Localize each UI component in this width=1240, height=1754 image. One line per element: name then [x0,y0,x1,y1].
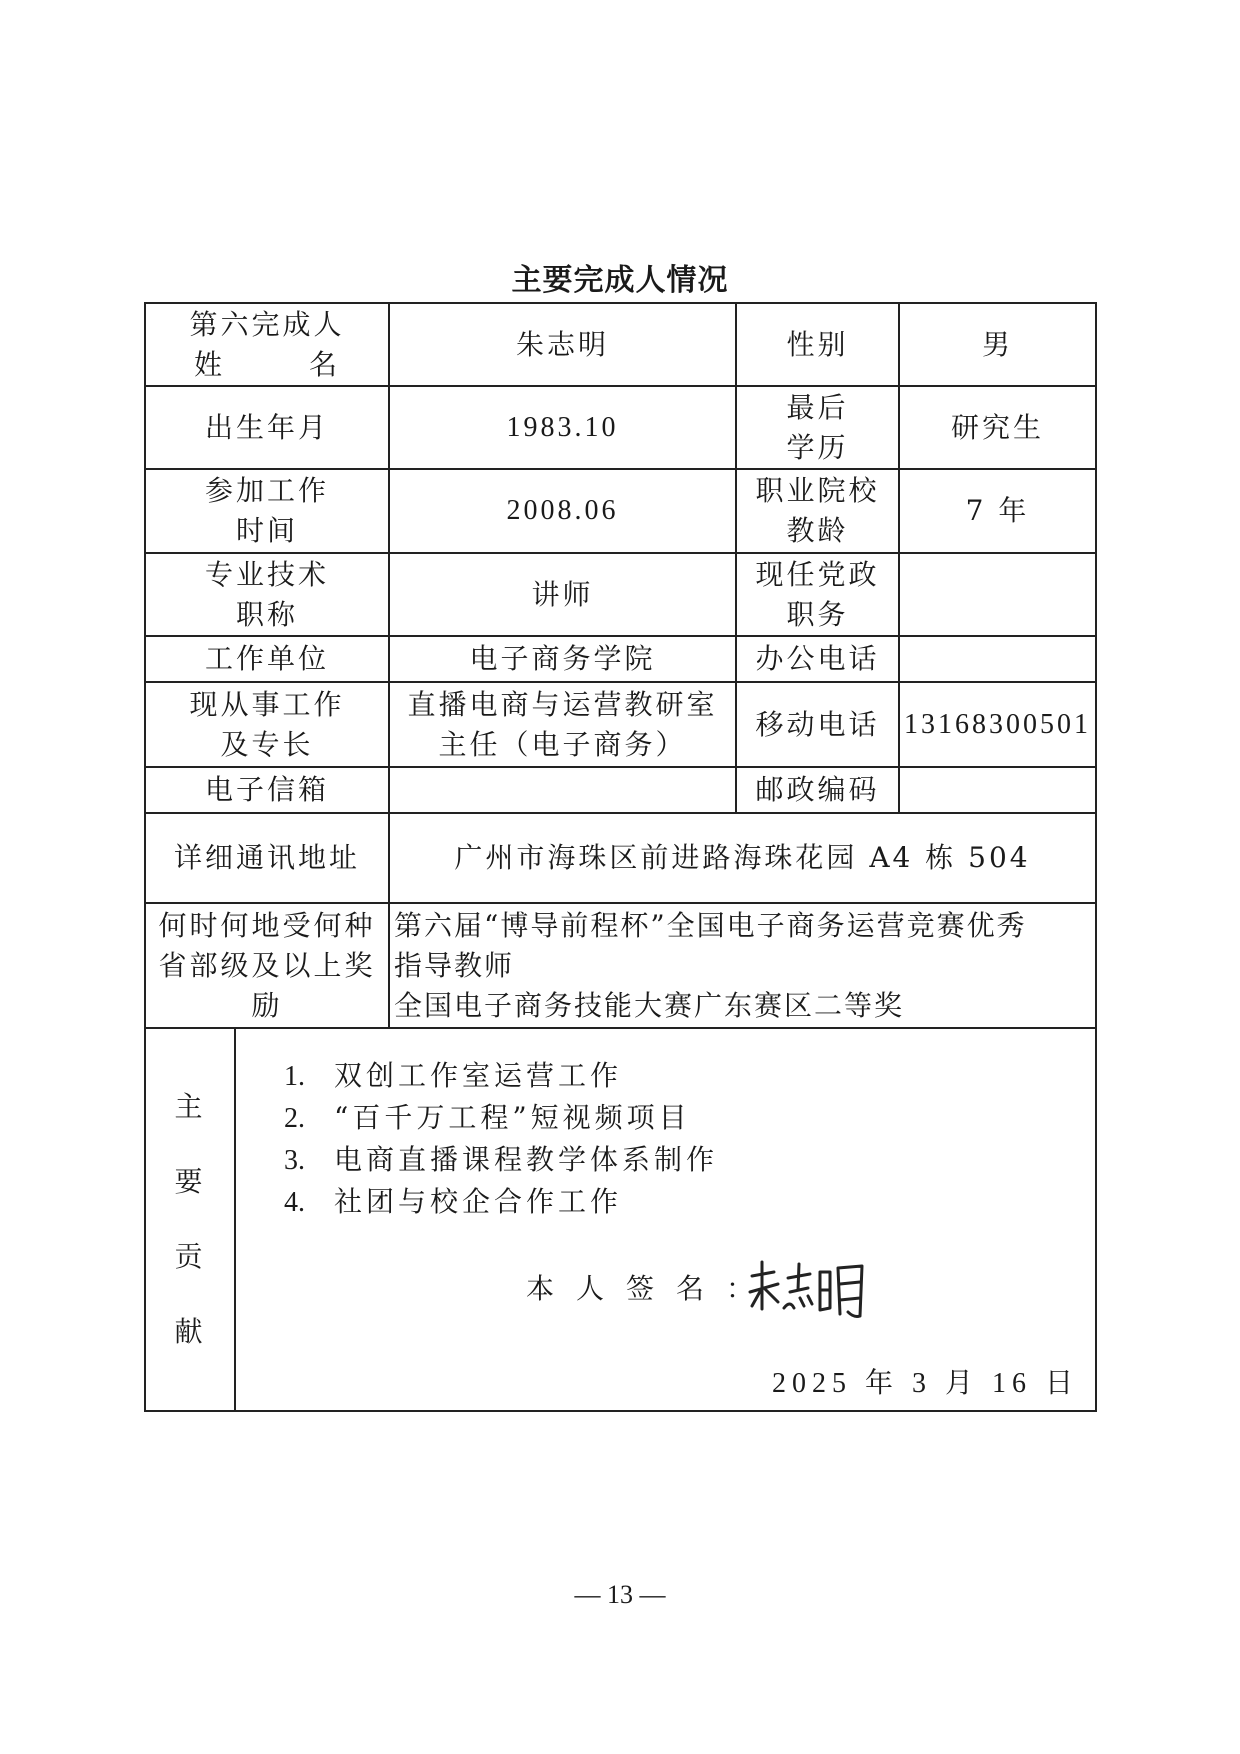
address-value: 广州市海珠区前进路海珠花园 A4 栋 504 [389,813,1096,903]
contribution-content [235,1028,1096,1411]
professional-title-label: 专业技术 职称 [145,553,389,636]
page-number: — 13 — [574,1580,666,1609]
mobile-label: 移动电话 [736,682,899,767]
list-item: 2. “百千万工程”短视频项目 [284,1101,691,1134]
signature-date: 2025 年 3 月 16 日 [772,1368,1080,1399]
award-line: 第六届“博导前程杯”全国电子商务运营竞赛优秀 [394,908,1027,942]
address-label: 详细通讯地址 [145,813,389,903]
table-row [145,767,1096,813]
awards-value [389,903,1096,1028]
work-start-label: 参加工作 时间 [145,469,389,553]
birth-value: 1983.10 [389,386,736,469]
table-row [145,386,1096,469]
gender-label: 性别 [736,303,899,386]
name-label: 第六完成人 姓 名 [145,303,389,386]
education-label: 最后 学历 [736,386,899,469]
teach-years-value: 7 年 [899,469,1096,553]
party-position-value [899,553,1096,636]
award-line: 全国电子商务技能大赛广东赛区二等奖 [394,988,905,1022]
current-job-value: 直播电商与运营教研室 主任（电子商务） [389,682,736,767]
postcode-value [899,767,1096,813]
personnel-form-table [144,302,1097,1412]
postcode-label: 邮政编码 [736,767,899,813]
table-row [145,553,1096,636]
table-row [145,903,1096,1028]
handwritten-signature [744,1254,884,1324]
table-row [145,1028,1096,1411]
list-item: 1. 双创工作室运营工作 [284,1059,623,1092]
name-value: 朱志明 [389,303,736,386]
award-line: 指导教师 [394,948,515,982]
birth-label: 出生年月 [145,386,389,469]
office-phone-label: 办公电话 [736,636,899,682]
table-row [145,469,1096,553]
education-value: 研究生 [899,386,1096,469]
work-unit-label: 工作单位 [145,636,389,682]
email-value [389,767,736,813]
awards-label: 何时何地受何种 省部级及以上奖励 [145,903,389,1028]
gender-value: 男 [899,303,1096,386]
signature-label: 本人签名： [526,1272,777,1305]
table-row [145,303,1096,386]
professional-title-value: 讲师 [389,553,736,636]
teach-years-label: 职业院校 教龄 [736,469,899,553]
mobile-value: 13168300501 [899,682,1096,767]
list-item: 4. 社团与校企合作工作 [284,1185,623,1218]
contribution-list [284,1055,1091,1223]
table-row [145,636,1096,682]
work-unit-value: 电子商务学院 [389,636,736,682]
party-position-label: 现任党政 职务 [736,553,899,636]
table-row [145,682,1096,767]
list-item: 3. 电商直播课程教学体系制作 [284,1143,719,1176]
page-title: 主要完成人情况 [511,263,729,298]
office-phone-value [899,636,1096,682]
current-job-label: 现从事工作 及专长 [145,682,389,767]
email-label: 电子信箱 [145,767,389,813]
work-start-value: 2008.06 [389,469,736,553]
contribution-label: 主 要 贡 献 [145,1028,235,1411]
table-row [145,813,1096,903]
